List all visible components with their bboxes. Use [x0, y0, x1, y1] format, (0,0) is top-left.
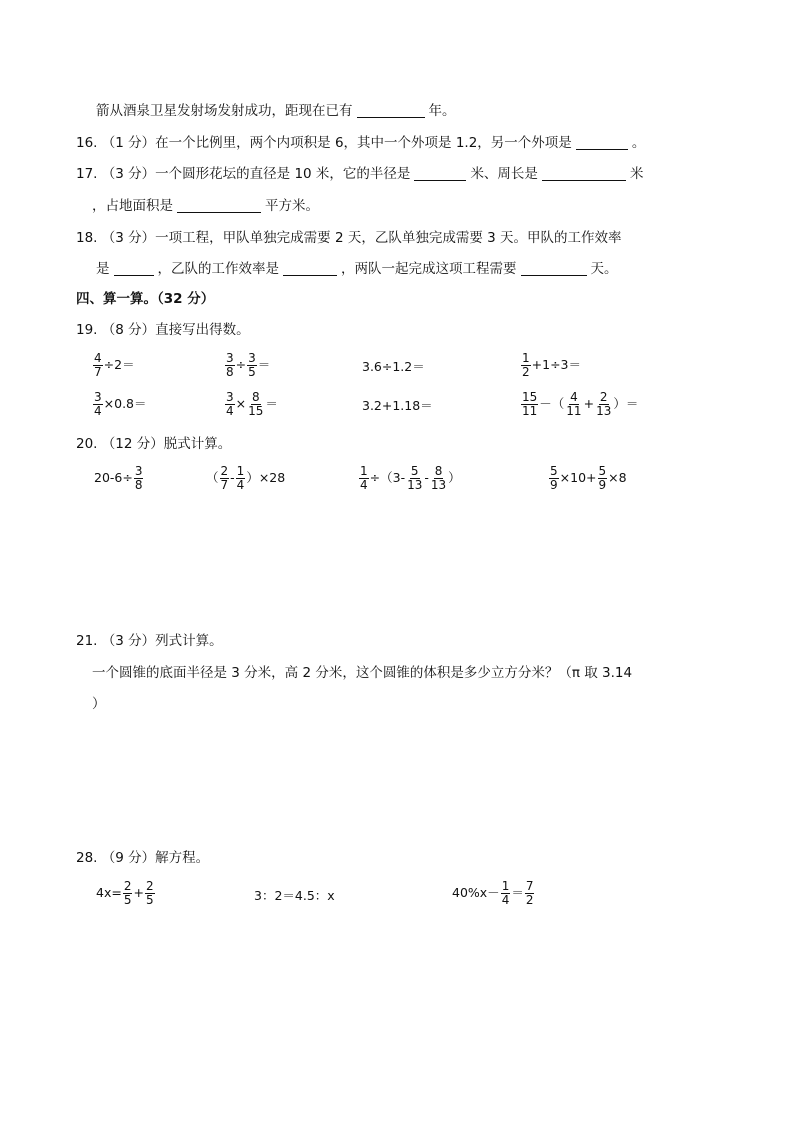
fraction: $\frac{4}{11}$	[566, 390, 582, 418]
q17-score: （3 分）	[101, 166, 156, 182]
expr-tail: ×0.8＝	[103, 396, 147, 411]
q19-r2c1	[92, 391, 147, 418]
q17-number: 17.	[76, 166, 98, 182]
fraction: $\frac{3}{4}$	[226, 390, 234, 418]
equals: ＝	[257, 357, 271, 372]
expr-mid: －（	[539, 396, 565, 411]
expr-tail: ÷2＝	[103, 357, 135, 372]
q15-text: 箭从酒泉卫星发射场发射成功，距现在已有	[96, 103, 353, 119]
q28-number: 28.	[76, 850, 98, 866]
operator: -	[230, 470, 235, 485]
q19-text: 直接写出得数。	[155, 322, 250, 338]
equals: ＝	[265, 396, 278, 411]
q17-unit1: 米、周长是	[470, 166, 538, 182]
q19-r2c4	[520, 391, 638, 418]
q20-text: 脱式计算。	[163, 436, 232, 452]
q16-blank[interactable]	[576, 135, 628, 150]
fraction: $\frac{1}{4}$	[501, 879, 510, 907]
fraction: $\frac{2}{5}$	[145, 879, 154, 907]
q21-body-line1: 一个圆锥的底面半径是 3 分米，高 2 分米，这个圆锥的体积是多少立方分米？（π 取 3.14	[92, 665, 633, 681]
q16-score: （1 分）	[101, 135, 156, 151]
q19-r1c4	[520, 352, 581, 379]
q19-r1c1	[92, 352, 135, 379]
equals: ＝	[511, 885, 524, 900]
fraction: $\frac{4}{7}$	[94, 351, 102, 379]
q18-score: （3 分）	[101, 230, 156, 246]
fraction: $\frac{3}{5}$	[248, 351, 256, 379]
q18-text2b: ，乙队的工作效率是	[157, 261, 279, 277]
fraction: $\frac{3}{4}$	[94, 390, 102, 418]
expr-tail: ）×28	[246, 470, 286, 485]
q17-line2	[92, 196, 319, 216]
q18-blank-c[interactable]	[521, 261, 587, 276]
q28-e3	[452, 880, 535, 907]
q16-number: 16.	[76, 135, 98, 151]
q28-e2: 3：2＝4.5：x	[254, 888, 335, 903]
fraction: $\frac{15}{11}$	[522, 390, 538, 418]
fraction: $\frac{1}{2}$	[522, 351, 530, 379]
q15-line	[96, 101, 456, 121]
operator: +	[133, 885, 144, 900]
q20-e1	[94, 465, 144, 492]
expr-mid: ÷（3-	[369, 470, 406, 485]
q19-r2c3: 3.2+1.18＝	[362, 398, 433, 413]
fraction: $\frac{7}{2}$	[525, 879, 534, 907]
fraction: $\frac{2}{13}$	[596, 390, 612, 418]
q15-blank[interactable]	[357, 103, 425, 118]
fraction: $\frac{2}{7}$	[220, 464, 229, 492]
expr-tail: ×8	[608, 470, 627, 485]
q21-score: （3 分）	[101, 633, 156, 649]
operator: ÷	[235, 357, 247, 372]
expr-tail: ）＝	[613, 396, 639, 411]
q21-header	[76, 631, 223, 651]
q20-e2	[206, 465, 285, 492]
q18-text1: 一项工程，甲队单独完成需要 2 天，乙队单独完成需要 3 天。甲队的工作效率	[155, 230, 622, 246]
q17-unit3: 平方米。	[265, 198, 319, 214]
q19-score: （8 分）	[101, 322, 156, 338]
expr-tail: +1÷3＝	[531, 357, 581, 372]
q17-blank-perimeter[interactable]	[542, 166, 626, 181]
q19-header	[76, 320, 250, 340]
q17-unit2: 米	[629, 166, 644, 182]
q17-blank-area[interactable]	[177, 198, 261, 213]
q18-line1	[76, 228, 622, 248]
operator: ×	[235, 396, 247, 411]
fraction: $\frac{3}{8}$	[134, 464, 143, 492]
q17-text2: ，占地面积是	[92, 198, 173, 214]
q20-number: 20.	[76, 436, 98, 452]
operator: +	[583, 396, 595, 411]
q18-text2c: ，两队一起完成这项工程需要	[341, 261, 517, 277]
q19-r1c3: 3.6÷1.2＝	[362, 359, 425, 374]
fraction: $\frac{5}{9}$	[598, 464, 607, 492]
q18-number: 18.	[76, 230, 98, 246]
expr-head: 20-6÷	[94, 470, 133, 485]
paren-close: ）	[448, 470, 461, 485]
q20-e4	[548, 465, 627, 492]
q19-number: 19.	[76, 322, 98, 338]
expr-head: 40%x－	[452, 885, 500, 900]
fraction: $\frac{2}{5}$	[123, 879, 132, 907]
q18-line2	[96, 259, 618, 279]
q18-text2d: 天。	[590, 261, 618, 277]
q19-r2c2	[224, 391, 278, 418]
expr-mid: ×10+	[559, 470, 597, 485]
fraction: $\frac{5}{9}$	[550, 464, 558, 492]
q20-e3	[358, 465, 461, 492]
fraction: $\frac{8}{13}$	[430, 464, 447, 492]
q28-score: （9 分）	[101, 850, 156, 866]
q21-text: 列式计算。	[155, 633, 223, 649]
q18-blank-a[interactable]	[114, 261, 154, 276]
q15-unit: 年。	[428, 103, 456, 119]
fraction: $\frac{5}{13}$	[407, 464, 423, 492]
q28-text: 解方程。	[155, 850, 210, 866]
q18-blank-b[interactable]	[283, 261, 337, 276]
section4-title: 四、算一算。（32 分）	[76, 291, 215, 307]
q17-blank-radius[interactable]	[414, 166, 466, 181]
q17-line1	[76, 164, 643, 184]
q16-line	[76, 133, 645, 153]
fraction: $\frac{3}{8}$	[226, 351, 234, 379]
paren-open: （	[206, 470, 219, 485]
q19-r1c2	[224, 352, 270, 379]
q17-text1: 一个圆形花坛的直径是 10 米，它的半径是	[155, 166, 411, 182]
q20-score: （12 分）	[101, 436, 164, 452]
q16-end: 。	[631, 135, 646, 151]
q18-text2a: 是	[96, 261, 110, 277]
fraction: $\frac{1}{4}$	[236, 464, 245, 492]
q28-e1	[96, 880, 156, 907]
q16-text: 在一个比例里，两个内项积是 6，其中一个外项是 1.2，另一个外项是	[155, 135, 572, 151]
q20-header	[76, 434, 231, 454]
q28-header	[76, 848, 209, 868]
operator: -	[424, 470, 429, 485]
expr-head: 4x=	[96, 885, 122, 900]
fraction: $\frac{8}{15}$	[248, 390, 264, 418]
fraction: $\frac{1}{4}$	[360, 464, 368, 492]
q21-body-line2: ）	[92, 696, 106, 712]
q21-number: 21.	[76, 633, 98, 649]
